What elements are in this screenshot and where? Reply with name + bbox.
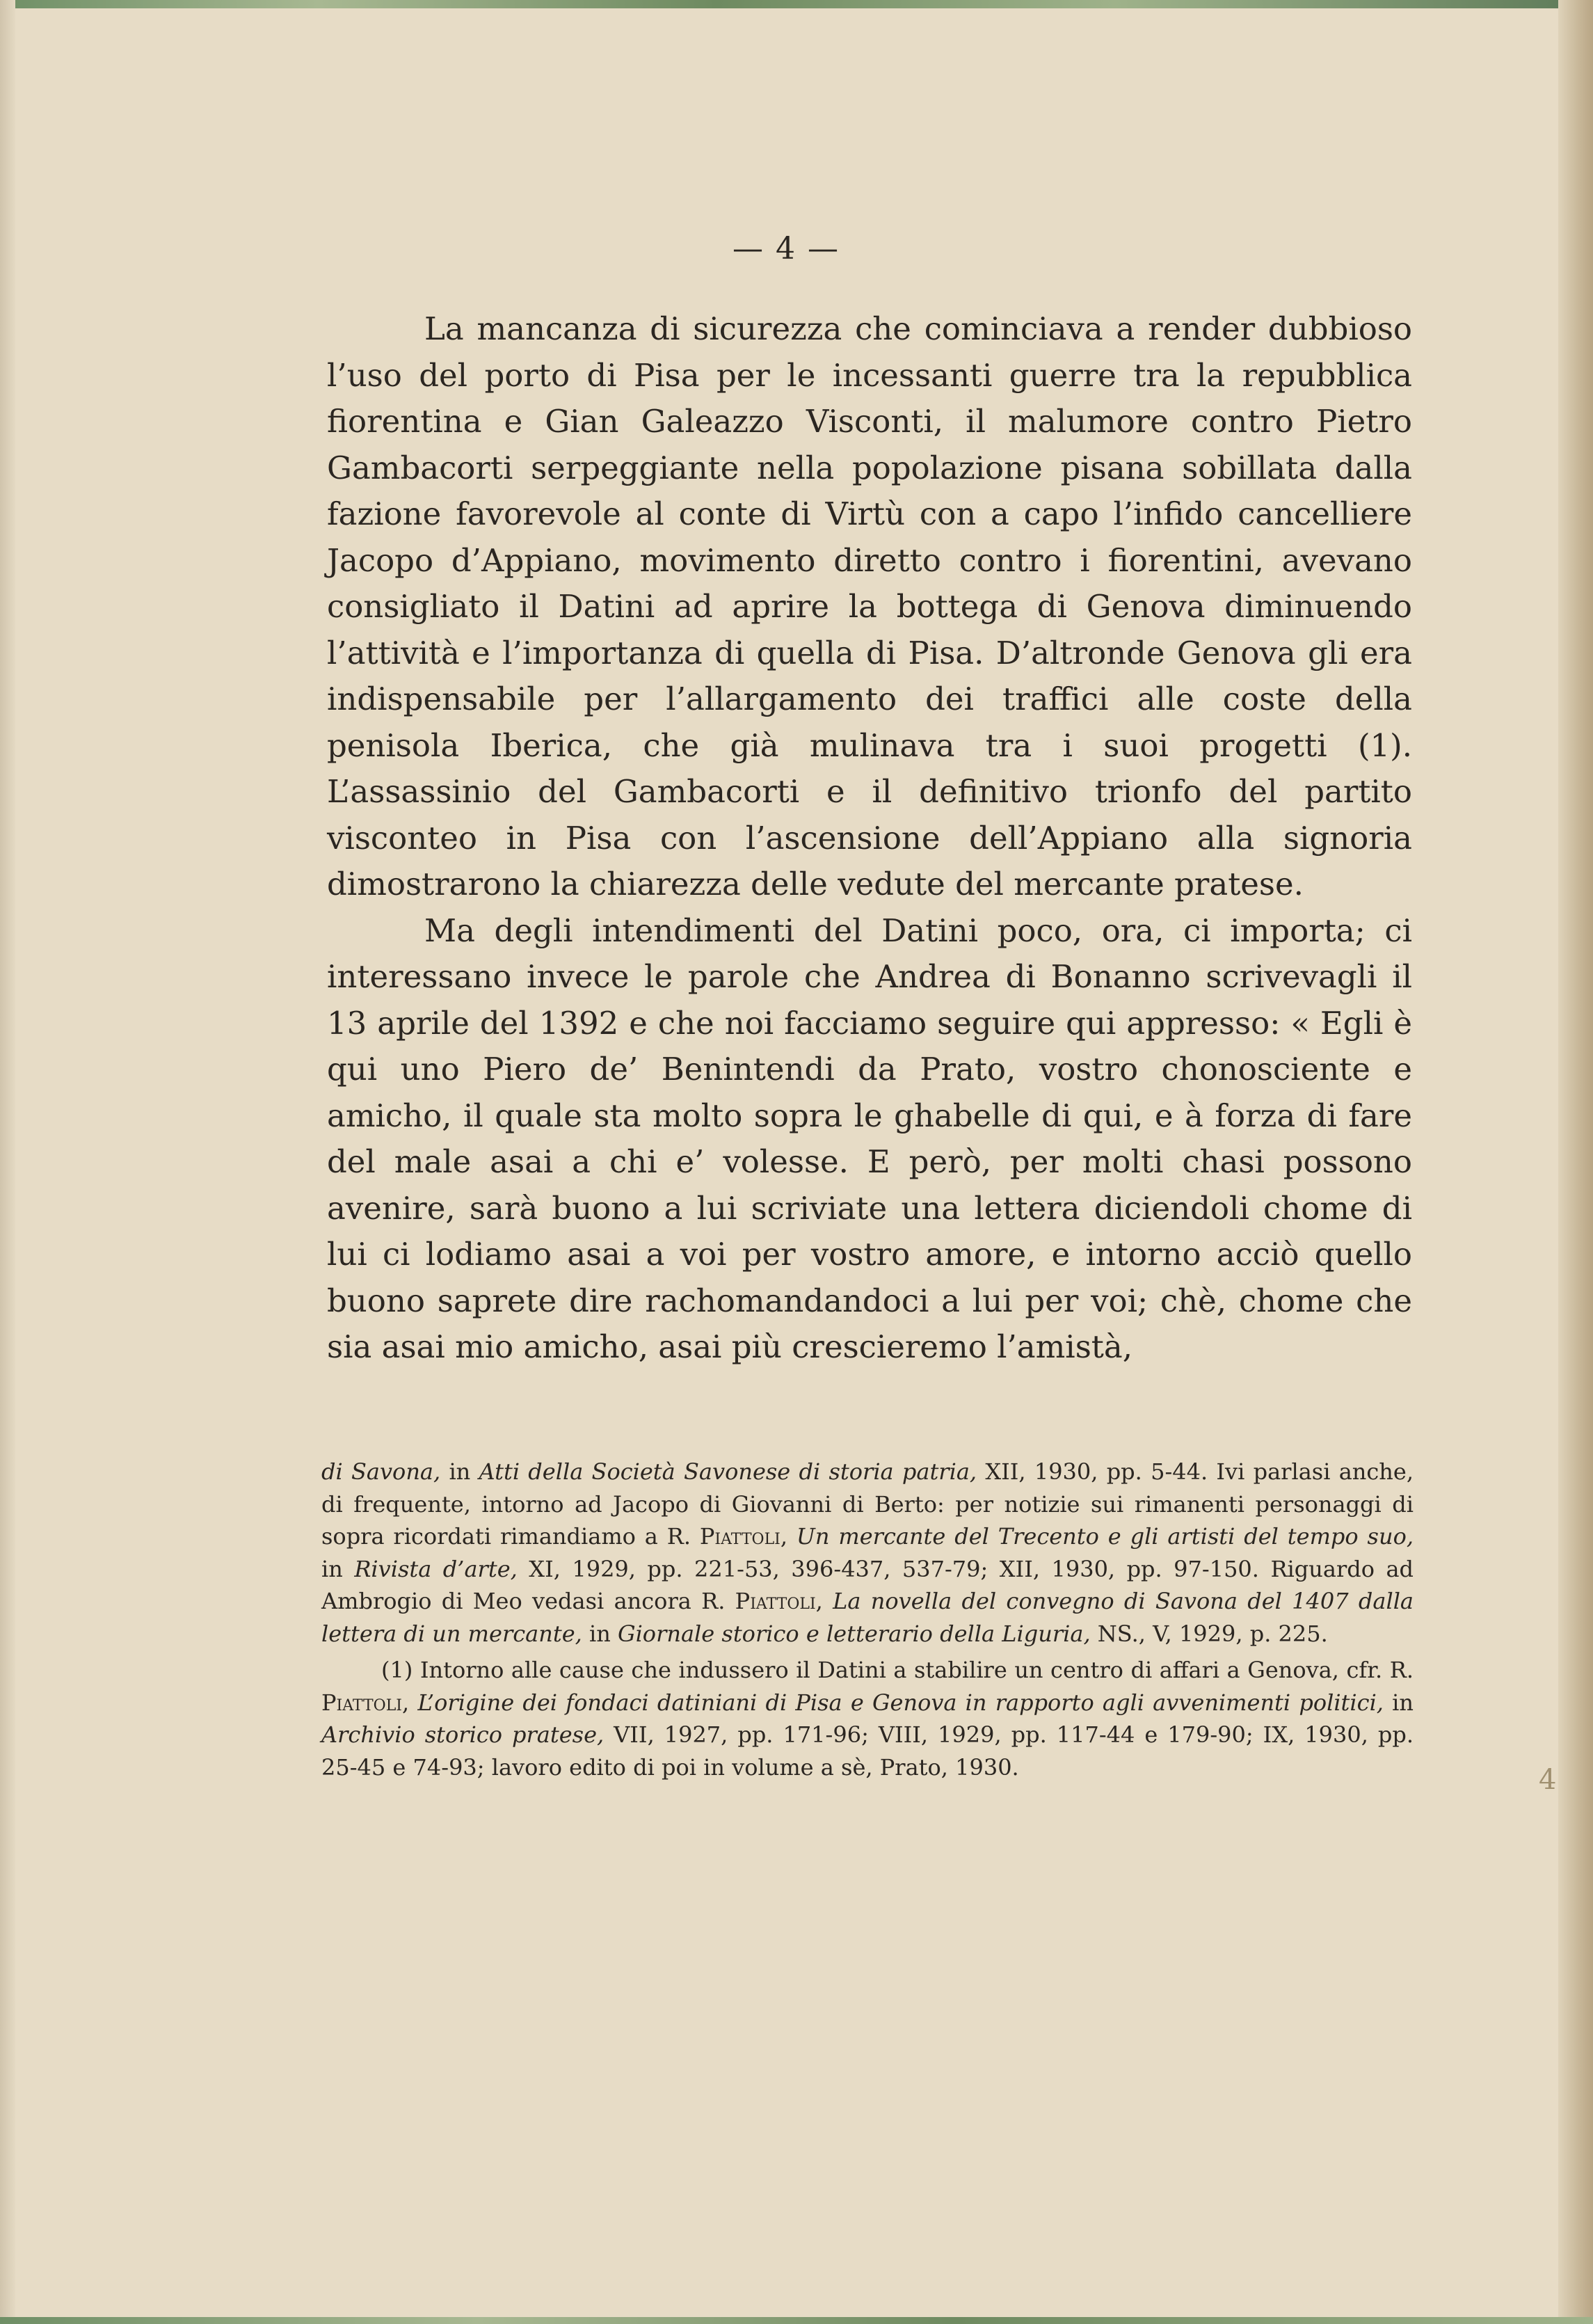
left-page-edge (0, 0, 15, 2324)
paragraph: La mancanza di sicurezza che cominciava a render dubbioso l’uso del porto di Pisa per le incessanti guerre tra la repubblica fiorentina e Gian Galeazzo Visconti, il malumore contro Pietro Gambacorti serpeggiante nella popolazione pisana sobillata dalla fazione favorevole al conte di Virtù con a capo l’infido cancelliere Jacopo d’Appiano, movimento diretto contro i fiorentini, avevano consigliato il Datini ad aprire la bottega di Genova diminuendo l’attività e l’importanza di quella di Pisa. D’altronde Genova gli era indispensabile per l’allargamento dei traffici alle coste della penisola Iberica, che già mulinava tra i suoi progetti (1). L’assassinio del Gambacorti e il definitivo trionfo del partito visconteo in Pisa con l’ascensione dell’Appiano alla signoria dimostrarono la chiarezza delle vedute del mercante pratese. (327, 310, 1412, 902)
top-cover-strip (0, 0, 1593, 8)
footnotes (321, 1456, 1414, 1783)
page-number: — 4 — (733, 231, 840, 266)
paragraph: Ma degli intendimenti del Datini poco, ora, ci importa; ci interessano invece le parole che Andrea di Bonanno scrivevagli il 13 aprile del 1392 e che noi facciamo seguire qui appresso: « Egli è qui uno Piero de’ Benintendi da Prato, vostro chonosciente e amicho, il quale sta molto sopra le ghabelle di qui, e à forza di fare del male asai a chi e’ volesse. E però, per molti chasi possono avenire, sarà buono a lui scriviate una lettera diciendoli chome di lui ci lodiamo asai a voi per vostro amore, e intorno acciò quello buono saprete dire rachomandandoci a lui per voi; chè, chome che sia asai mio amicho, asai più crescieremo l’amistà, (327, 912, 1412, 1365)
body-text (327, 306, 1412, 1371)
bottom-cover-strip (0, 2317, 1593, 2324)
right-page-edge (1558, 0, 1593, 2324)
margin-pencil-mark: 4 (1539, 1764, 1557, 1796)
footnote-1: (1) Intorno alle cause che indussero il Datini a stabilire un centro di affari a Genova, cfr. R. Piattoli, L’origine dei fondaci datiniani di Pisa e Genova in rapporto agli avvenimenti politici, in Archivio storico pratese, VII, 1927, pp. 171-96; VIII, 1929, pp. 117-44 e 179-90; IX, 1930, pp. 25-45 e 74-93; lavoro edito di poi in volume a sè, Prato, 1930. (321, 1657, 1414, 1781)
footnote-continued: di Savona, in Atti della Società Savonese di storia patria, XII, 1930, pp. 5-44. Ivi parlasi anche, di frequente, intorno ad Jacopo di Giovanni di Berto: per notizie sui rimanenti personaggi di sopra ricordati rimandiamo a R. Piattoli, Un mercante del Trecento e gli artisti del tempo suo, in Rivista d’arte, XI, 1929, pp. 221-53, 396-437, 537-79; XII, 1930, pp. 97-150. Riguardo ad Ambrogio di Meo vedasi ancora R. Piattoli, La novella del convegno di Savona del 1407 dalla lettera di un mercante, in Giornale storico e letterario della Liguria, NS., V, 1929, p. 225. (321, 1458, 1414, 1647)
